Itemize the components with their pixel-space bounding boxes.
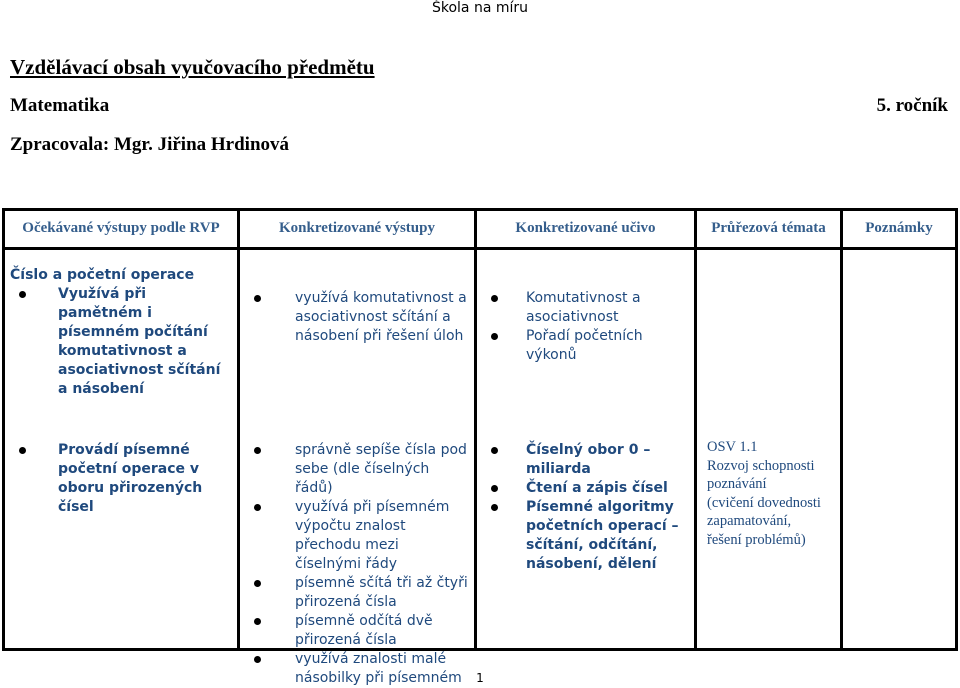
- table-border-left: [2, 208, 5, 651]
- list-item: Pořadí početních výkonů: [480, 327, 685, 365]
- row2-curriculum-cell: [480, 441, 685, 574]
- row1-rvp-cell: [8, 266, 233, 399]
- outputs-list: [243, 441, 468, 688]
- crosscutting-code: OSV 1.1: [707, 439, 758, 455]
- list-item: Čtení a zápis čísel: [480, 479, 685, 498]
- header-crosscutting: Průřezová témata: [711, 220, 826, 236]
- row2-outputs-cell: [243, 441, 468, 688]
- curriculum-list: [480, 289, 685, 365]
- grade-label: 5. ročník: [876, 95, 948, 116]
- header-notes: Poznámky: [865, 220, 933, 236]
- author-label: Zpracovala: Mgr. Jiřina Hrdinová: [10, 134, 290, 155]
- list-item: Písemné algoritmy početních operací – sčítání, odčítání, násobení, dělení: [480, 498, 685, 574]
- list-item: Provádí písemné početní operace v oboru přirozených čísel: [8, 441, 233, 517]
- row2-rvp-cell: [8, 441, 233, 517]
- column-divider: [474, 208, 477, 651]
- column-divider: [694, 208, 697, 651]
- list-item: Využívá při pamětném i písemném počítání komutativnost a asociativnost sčítání a násobení: [8, 285, 233, 399]
- list-item: písemně odčítá dvě přirozená čísla: [243, 612, 468, 650]
- column-divider: [237, 208, 240, 651]
- list-item: využívá znalosti malé násobilky při písemném: [243, 650, 468, 688]
- table-border-bottom: [2, 648, 958, 651]
- subject-label: Matematika: [10, 95, 110, 116]
- crosscutting-text: Rozvoj schopnosti poznávání: [707, 457, 815, 492]
- header-rvp: Očekávané výstupy podle RVP: [22, 220, 220, 236]
- list-item: Číselný obor 0 – miliarda: [480, 441, 685, 479]
- page-header: Škola na míru: [431, 0, 529, 16]
- list-item: využívá komutativnost a asociativnost sčítání a násobení při řešení úloh: [243, 289, 468, 346]
- list-item: písemně sčítá tři až čtyři přirozená čísla: [243, 574, 468, 612]
- column-divider: [840, 208, 843, 651]
- rvp-list: [8, 285, 233, 399]
- document-title: Vzdělávací obsah vyučovacího předmětu: [10, 55, 375, 79]
- page-number: 1: [476, 671, 484, 685]
- crosscutting-text: (cvičení dovednosti zapamatování,: [707, 494, 821, 529]
- header-curriculum: Konkretizované učivo: [515, 220, 656, 236]
- header-outputs: Konkretizované výstupy: [279, 220, 435, 236]
- row1-outputs-cell: [243, 289, 468, 346]
- outputs-list: [243, 289, 468, 346]
- row2-crosscutting-cell: [707, 438, 839, 549]
- table-border-right: [955, 208, 958, 651]
- list-item: využívá při písemném výpočtu znalost přechodu mezi číselnými řády: [243, 498, 468, 574]
- row1-curriculum-cell: [480, 289, 685, 365]
- crosscutting-text: řešení problémů): [707, 531, 806, 548]
- list-item: Komutativnost a asociativnost: [480, 289, 685, 327]
- rvp-list: [8, 441, 233, 517]
- curriculum-list: [480, 441, 685, 574]
- section-title: Číslo a početní operace: [10, 267, 195, 283]
- list-item: správně sepíše čísla pod sebe (dle číselných řádů): [243, 441, 468, 498]
